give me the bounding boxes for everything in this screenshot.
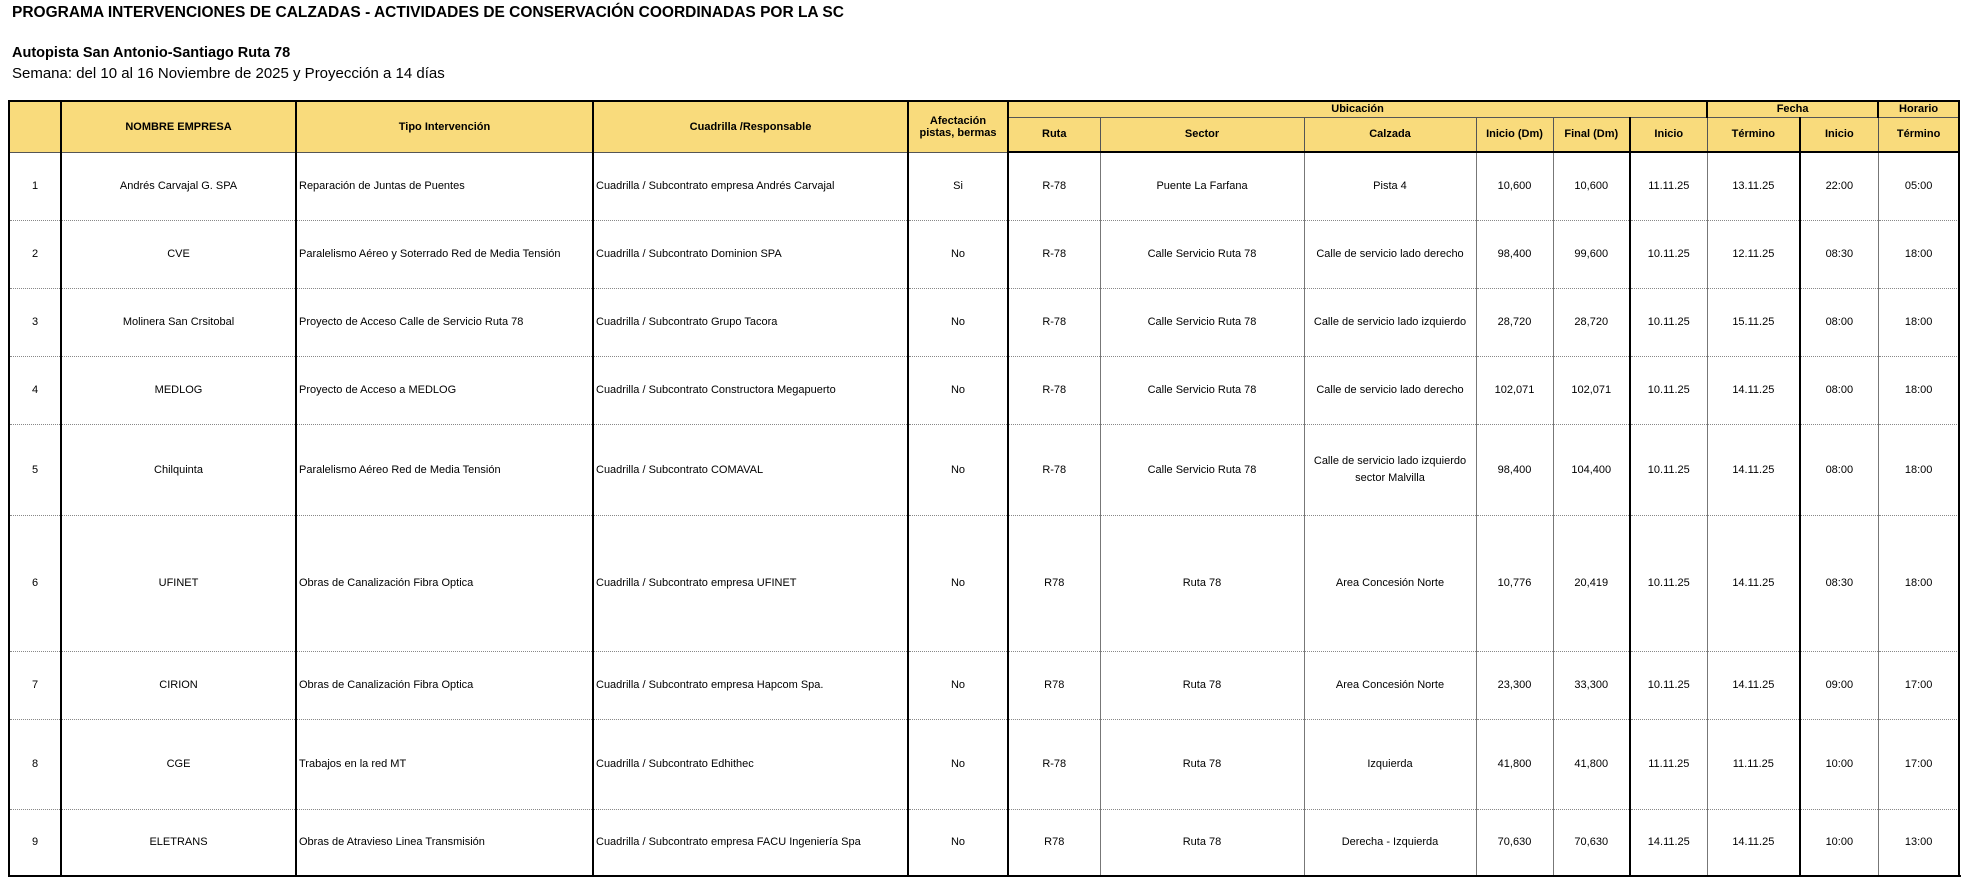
cell-hora-inicio: 08:00 [1800, 356, 1878, 424]
cell-final-dm: 70,630 [1553, 809, 1630, 876]
cell-tipo: Paralelismo Aéreo Red de Media Tensión [296, 424, 593, 515]
cell-number: 3 [9, 288, 61, 356]
cell-final-dm: 20,419 [1553, 515, 1630, 651]
cell-tipo: Trabajos en la red MT [296, 719, 593, 809]
document-title: PROGRAMA INTERVENCIONES DE CALZADAS - ACTIVIDADES DE CONSERVACIÓN COORDINADAS POR LA SC [12, 4, 844, 21]
cell-empresa: MEDLOG [61, 356, 296, 424]
cell-tipo: Obras de Canalización Fibra Optica [296, 515, 593, 651]
cell-afectacion: No [908, 515, 1008, 651]
table-row [9, 424, 1959, 515]
cell-hora-termino: 05:00 [1878, 152, 1959, 220]
cell-tipo: Proyecto de Acceso Calle de Servicio Ruta 78 [296, 288, 593, 356]
cell-calzada: Izquierda [1304, 719, 1476, 809]
cell-cuadrilla: Cuadrilla / Subcontrato empresa FACU Ingeniería Spa [593, 809, 908, 876]
cell-calzada: Calle de servicio lado derecho [1304, 220, 1476, 288]
header-sector: Sector [1100, 117, 1304, 152]
cell-final-dm: 28,720 [1553, 288, 1630, 356]
cell-afectacion: No [908, 809, 1008, 876]
cell-ruta: R-78 [1008, 220, 1100, 288]
header-fecha: Fecha [1707, 101, 1878, 117]
cell-calzada: Pista 4 [1304, 152, 1476, 220]
cell-fecha-inicio: 10.11.25 [1630, 424, 1707, 515]
cell-fecha-inicio: 10.11.25 [1630, 515, 1707, 651]
cell-calzada: Calle de servicio lado izquierdo sector Malvilla [1304, 424, 1476, 515]
cell-calzada: Derecha - Izquierda [1304, 809, 1476, 876]
cell-inicio-dm: 98,400 [1476, 424, 1553, 515]
header-empresa: NOMBRE EMPRESA [61, 101, 296, 152]
cell-hora-termino: 18:00 [1878, 288, 1959, 356]
cell-hora-termino: 18:00 [1878, 515, 1959, 651]
cell-fecha-termino: 11.11.25 [1707, 719, 1800, 809]
cell-sector: Ruta 78 [1100, 809, 1304, 876]
cell-hora-termino: 17:00 [1878, 651, 1959, 719]
cell-fecha-inicio: 11.11.25 [1630, 719, 1707, 809]
cell-fecha-termino: 15.11.25 [1707, 288, 1800, 356]
cell-fecha-inicio: 10.11.25 [1630, 288, 1707, 356]
cell-empresa: ELETRANS [61, 809, 296, 876]
cell-number: 5 [9, 424, 61, 515]
cell-hora-inicio: 10:00 [1800, 719, 1878, 809]
cell-empresa: Molinera San Crsitobal [61, 288, 296, 356]
cell-inicio-dm: 41,800 [1476, 719, 1553, 809]
cell-ruta: R-78 [1008, 424, 1100, 515]
header-hora-termino: Término [1878, 117, 1959, 152]
cell-sector: Calle Servicio Ruta 78 [1100, 356, 1304, 424]
cell-number: 4 [9, 356, 61, 424]
cell-tipo: Obras de Atravieso Linea Transmisión [296, 809, 593, 876]
cell-afectacion: No [908, 719, 1008, 809]
cell-ruta: R78 [1008, 809, 1100, 876]
cell-number: 1 [9, 152, 61, 220]
cell-afectacion: No [908, 424, 1008, 515]
cell-tipo: Reparación de Juntas de Puentes [296, 152, 593, 220]
cell-inicio-dm: 98,400 [1476, 220, 1553, 288]
header-ruta: Ruta [1008, 117, 1100, 152]
header-ubicacion: Ubicación [1008, 101, 1707, 117]
cell-fecha-termino: 14.11.25 [1707, 515, 1800, 651]
cell-hora-inicio: 08:30 [1800, 515, 1878, 651]
cell-empresa: UFINET [61, 515, 296, 651]
cell-cuadrilla: Cuadrilla / Subcontrato empresa UFINET [593, 515, 908, 651]
cell-empresa: Chilquinta [61, 424, 296, 515]
cell-cuadrilla: Cuadrilla / Subcontrato Grupo Tacora [593, 288, 908, 356]
cell-number: 7 [9, 651, 61, 719]
cell-fecha-termino: 14.11.25 [1707, 356, 1800, 424]
cell-calzada: Area Concesión Norte [1304, 515, 1476, 651]
cell-afectacion: No [908, 651, 1008, 719]
cell-cuadrilla: Cuadrilla / Subcontrato empresa Andrés Carvajal [593, 152, 908, 220]
cell-hora-inicio: 08:30 [1800, 220, 1878, 288]
cell-inicio-dm: 28,720 [1476, 288, 1553, 356]
cell-cuadrilla: Cuadrilla / Subcontrato Edhithec [593, 719, 908, 809]
cell-cuadrilla: Cuadrilla / Subcontrato Constructora Megapuerto [593, 356, 908, 424]
cell-final-dm: 41,800 [1553, 719, 1630, 809]
cell-fecha-termino: 14.11.25 [1707, 651, 1800, 719]
cell-final-dm: 99,600 [1553, 220, 1630, 288]
cell-ruta: R-78 [1008, 152, 1100, 220]
cell-final-dm: 102,071 [1553, 356, 1630, 424]
table-row [9, 651, 1959, 719]
cell-tipo: Proyecto de Acceso a MEDLOG [296, 356, 593, 424]
header-number [9, 101, 61, 152]
cell-number: 2 [9, 220, 61, 288]
cell-hora-termino: 18:00 [1878, 424, 1959, 515]
table-row [9, 220, 1959, 288]
header-fecha-inicio: Inicio [1630, 117, 1707, 152]
cell-inicio-dm: 10,600 [1476, 152, 1553, 220]
header-final-dm: Final (Dm) [1553, 117, 1630, 152]
cell-hora-termino: 17:00 [1878, 719, 1959, 809]
cell-empresa: CGE [61, 719, 296, 809]
table-row [9, 719, 1959, 809]
cell-afectacion: Si [908, 152, 1008, 220]
cell-inicio-dm: 10,776 [1476, 515, 1553, 651]
header-calzada: Calzada [1304, 117, 1476, 152]
cell-fecha-termino: 14.11.25 [1707, 424, 1800, 515]
cell-final-dm: 104,400 [1553, 424, 1630, 515]
header-cuadrilla: Cuadrilla /Responsable [593, 101, 908, 152]
cell-inicio-dm: 70,630 [1476, 809, 1553, 876]
cell-fecha-termino: 14.11.25 [1707, 809, 1800, 876]
cell-hora-termino: 18:00 [1878, 356, 1959, 424]
cell-hora-termino: 18:00 [1878, 220, 1959, 288]
cell-hora-inicio: 08:00 [1800, 424, 1878, 515]
cell-calzada: Area Concesión Norte [1304, 651, 1476, 719]
cell-final-dm: 10,600 [1553, 152, 1630, 220]
cell-number: 6 [9, 515, 61, 651]
cell-sector: Calle Servicio Ruta 78 [1100, 424, 1304, 515]
cell-number: 8 [9, 719, 61, 809]
cell-tipo: Paralelismo Aéreo y Soterrado Red de Media Tensión [296, 220, 593, 288]
cell-cuadrilla: Cuadrilla / Subcontrato COMAVAL [593, 424, 908, 515]
interventions-table [8, 100, 1960, 877]
cell-fecha-termino: 13.11.25 [1707, 152, 1800, 220]
cell-final-dm: 33,300 [1553, 651, 1630, 719]
header-afectacion: Afectación pistas, bermas [908, 101, 1008, 152]
cell-hora-inicio: 10:00 [1800, 809, 1878, 876]
cell-calzada: Calle de servicio lado izquierdo [1304, 288, 1476, 356]
cell-ruta: R-78 [1008, 356, 1100, 424]
cell-hora-inicio: 09:00 [1800, 651, 1878, 719]
cell-tipo: Obras de Canalización Fibra Optica [296, 651, 593, 719]
cell-ruta: R-78 [1008, 719, 1100, 809]
header-fecha-termino: Término [1707, 117, 1800, 152]
cell-fecha-inicio: 11.11.25 [1630, 152, 1707, 220]
cell-number: 9 [9, 809, 61, 876]
cell-sector: Calle Servicio Ruta 78 [1100, 220, 1304, 288]
cell-fecha-inicio: 10.11.25 [1630, 651, 1707, 719]
table-row [9, 356, 1959, 424]
cell-fecha-inicio: 14.11.25 [1630, 809, 1707, 876]
cell-fecha-inicio: 10.11.25 [1630, 356, 1707, 424]
cell-sector: Ruta 78 [1100, 515, 1304, 651]
cell-cuadrilla: Cuadrilla / Subcontrato empresa Hapcom Spa. [593, 651, 908, 719]
cell-sector: Puente La Farfana [1100, 152, 1304, 220]
document-subtitle: Autopista San Antonio-Santiago Ruta 78 [12, 45, 291, 61]
week-range: Semana: del 10 al 16 Noviembre de 2025 y Proyección a 14 días [12, 65, 445, 82]
cell-inicio-dm: 23,300 [1476, 651, 1553, 719]
cell-empresa: Andrés Carvajal G. SPA [61, 152, 296, 220]
cell-calzada: Calle de servicio lado derecho [1304, 356, 1476, 424]
cell-fecha-termino: 12.11.25 [1707, 220, 1800, 288]
cell-empresa: CVE [61, 220, 296, 288]
cell-afectacion: No [908, 288, 1008, 356]
cell-ruta: R78 [1008, 651, 1100, 719]
cell-ruta: R78 [1008, 515, 1100, 651]
header-horario: Horario [1878, 101, 1959, 117]
table-row [9, 288, 1959, 356]
header-hora-inicio: Inicio [1800, 117, 1878, 152]
table-row [9, 809, 1959, 876]
cell-sector: Ruta 78 [1100, 651, 1304, 719]
cell-hora-inicio: 08:00 [1800, 288, 1878, 356]
table-row [9, 152, 1959, 220]
cell-cuadrilla: Cuadrilla / Subcontrato Dominion SPA [593, 220, 908, 288]
cell-empresa: CIRION [61, 651, 296, 719]
cell-sector: Ruta 78 [1100, 719, 1304, 809]
cell-hora-inicio: 22:00 [1800, 152, 1878, 220]
header-inicio-dm: Inicio (Dm) [1476, 117, 1553, 152]
cell-ruta: R-78 [1008, 288, 1100, 356]
cell-hora-termino: 13:00 [1878, 809, 1959, 876]
cell-afectacion: No [908, 356, 1008, 424]
cell-afectacion: No [908, 220, 1008, 288]
cell-sector: Calle Servicio Ruta 78 [1100, 288, 1304, 356]
cell-inicio-dm: 102,071 [1476, 356, 1553, 424]
table-row [9, 515, 1959, 651]
header-tipo: Tipo Intervención [296, 101, 593, 152]
cell-fecha-inicio: 10.11.25 [1630, 220, 1707, 288]
